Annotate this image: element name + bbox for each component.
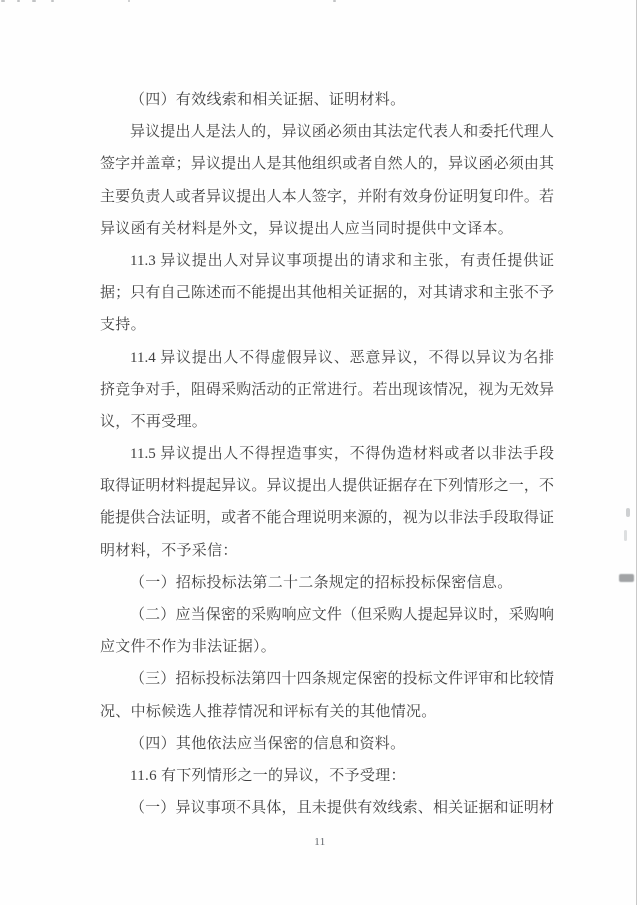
scan-speck <box>17 0 20 2</box>
text-line: 11.3 异议提出人对异议事项提出的请求和主张，有责任提供证 <box>130 252 554 269</box>
text-line: 11.5 异议提出人不得捏造事实，不得伪造材料或者以非法手段 <box>130 446 554 463</box>
text-line: 挤竞争对手，阻碍采购活动的正常进行。若出现该情况，视为无效异 <box>100 381 554 398</box>
text-line: （四）其他依法应当保密的信息和资料。 <box>130 735 406 752</box>
scan-speck <box>1 0 5 2</box>
text-line: 异议提出人是法人的，异议函必须由其法定代表人和委托代理人 <box>130 124 554 141</box>
text-line: 签字并盖章；异议提出人是其他组织或者自然人的，异议函必须由其 <box>100 156 554 173</box>
text-line: 11.4 异议提出人不得虚假异议、恶意异议，不得以异议为名排 <box>130 349 554 366</box>
text-line: 能提供合法证明，或者不能合理说明来源的，视为以非法手段取得证 <box>100 510 554 527</box>
text-line: 支持。 <box>100 317 146 334</box>
page-number: 11 <box>314 836 326 848</box>
text-line: （二）应当保密的采购响应文件（但采购人提起异议时，采购响 <box>130 607 554 623</box>
text-line: 况、中标候选人推荐情况和评标有关的其他情况。 <box>100 703 437 720</box>
text-line: 取得证明材料提起异议。异议提出人提供证据存在下列情形之一，不 <box>100 478 554 495</box>
scan-speck <box>32 0 36 2</box>
text-line: 主要负责人或者异议提出人本人签字，并附有效身份证明复印件。若 <box>100 188 554 205</box>
text-line: 议，不再受理。 <box>100 413 208 430</box>
scan-speck <box>128 0 130 2</box>
text-line: 明材料，不予采信： <box>100 542 238 559</box>
text-line: （一）异议事项不具体，且未提供有效线索、相关证据和证明材 <box>130 800 554 817</box>
scan-speck <box>333 0 336 2</box>
scan-edge-line <box>636 0 637 905</box>
text-line: 异议函有关材料是外文，异议提出人应当同时提供中文译本。 <box>100 220 514 237</box>
text-line: （三）招标投标法第四十四条规定保密的投标文件评审和比较情 <box>130 671 554 688</box>
text-line: （一）招标投标法第二十二条规定的招标投标保密信息。 <box>130 574 513 591</box>
text-line: 据；只有自己陈述而不能提出其他相关证据的，对其请求和主张不予 <box>100 285 554 302</box>
text-line: 11.6 有下列情形之一的异议，不予受理： <box>130 767 406 784</box>
text-line: 应文件不作为非法证据）。 <box>100 639 277 656</box>
scan-smudge <box>626 508 630 517</box>
document-text <box>100 84 554 824</box>
scan-smudge <box>624 530 627 541</box>
scan-speck <box>51 0 54 2</box>
scan-smudge <box>619 574 634 582</box>
text-line: （四）有效线索和相关证据、证明材料。 <box>130 92 406 108</box>
